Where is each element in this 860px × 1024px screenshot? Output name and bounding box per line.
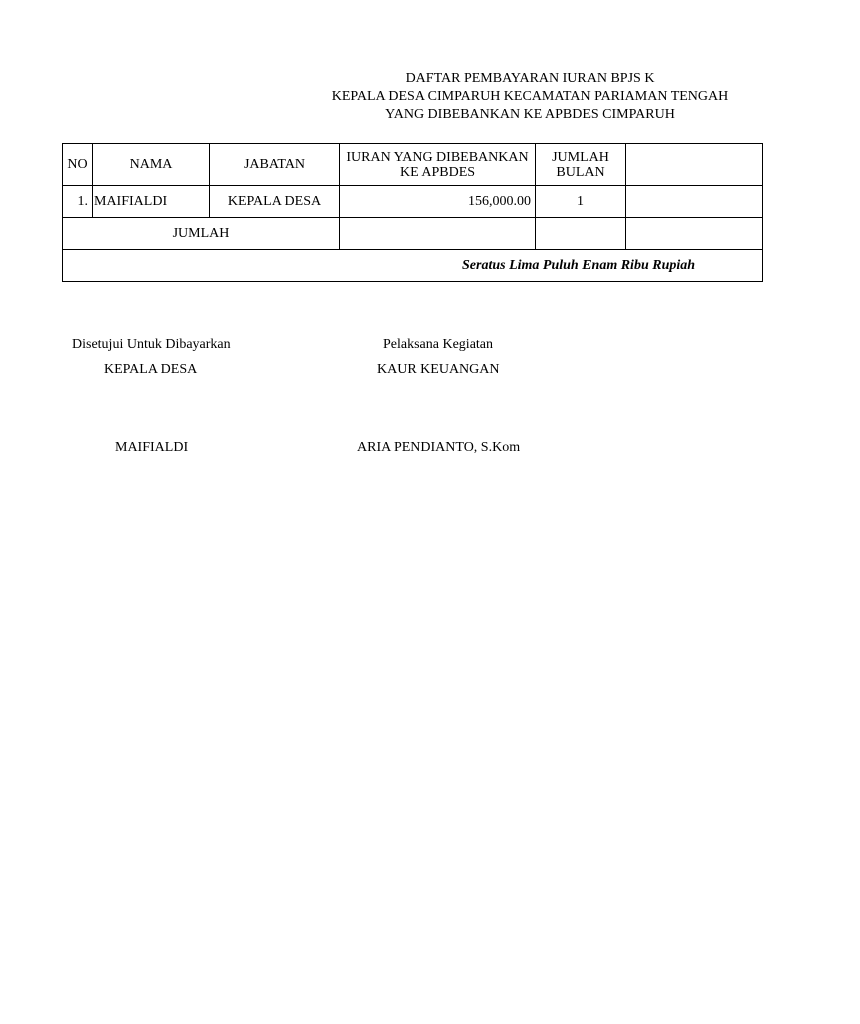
table-total-row: [63, 218, 763, 250]
header-extra-cell: [626, 144, 763, 186]
header-iuran: [340, 144, 536, 186]
total-label: JUMLAH: [63, 218, 340, 250]
right-signature-name: ARIA PENDIANTO, S.Kom: [357, 440, 521, 455]
table-header-row: [63, 144, 763, 186]
left-signature-name: MAIFIALDI: [115, 440, 189, 455]
document-title-line-1: DAFTAR PEMBAYARAN IURAN BPJS K: [405, 71, 655, 86]
header-iuran-line-2: KE APBDES: [399, 164, 476, 180]
row-no: 1.: [63, 186, 93, 218]
header-jumlah-bulan-line-1: JUMLAH: [552, 149, 609, 165]
left-signature-caption: Disetujui Untuk Dibayarkan: [72, 337, 231, 352]
header-iuran-line-1: IURAN YANG DIBEBANKAN: [346, 149, 529, 165]
document-title-line-2: KEPALA DESA CIMPARUH KECAMATAN PARIAMAN TENGAH: [331, 89, 729, 104]
document-title-line-3: YANG DIBEBANKAN KE APBDES CIMPARUH: [385, 107, 675, 122]
header-jumlah-bulan: [536, 144, 626, 186]
payment-table: [62, 143, 763, 282]
right-signature-role: KAUR KEUANGAN: [377, 362, 500, 377]
row-iuran: 156,000.00: [340, 186, 536, 218]
header-jumlah-bulan-line-2: BULAN: [556, 164, 605, 180]
row-jabatan: KEPALA DESA: [210, 186, 340, 218]
terbilang-text: Seratus Lima Puluh Enam Ribu Rupiah: [462, 258, 696, 273]
total-iuran-cell: [340, 218, 536, 250]
row-nama: MAIFIALDI: [93, 186, 210, 218]
header-nama: NAMA: [93, 144, 210, 186]
row-jumlah-bulan: 1: [536, 186, 626, 218]
right-signature-caption: Pelaksana Kegiatan: [383, 337, 494, 352]
table-terbilang-row: [63, 250, 763, 282]
table-row: [63, 186, 763, 218]
total-bulan-cell: [536, 218, 626, 250]
left-signature-role: KEPALA DESA: [104, 362, 198, 377]
row-extra-cell: [626, 186, 763, 218]
header-no: NO: [63, 144, 93, 186]
total-extra-cell: [626, 218, 763, 250]
terbilang-cell: [63, 250, 763, 282]
header-jabatan: JABATAN: [210, 144, 340, 186]
